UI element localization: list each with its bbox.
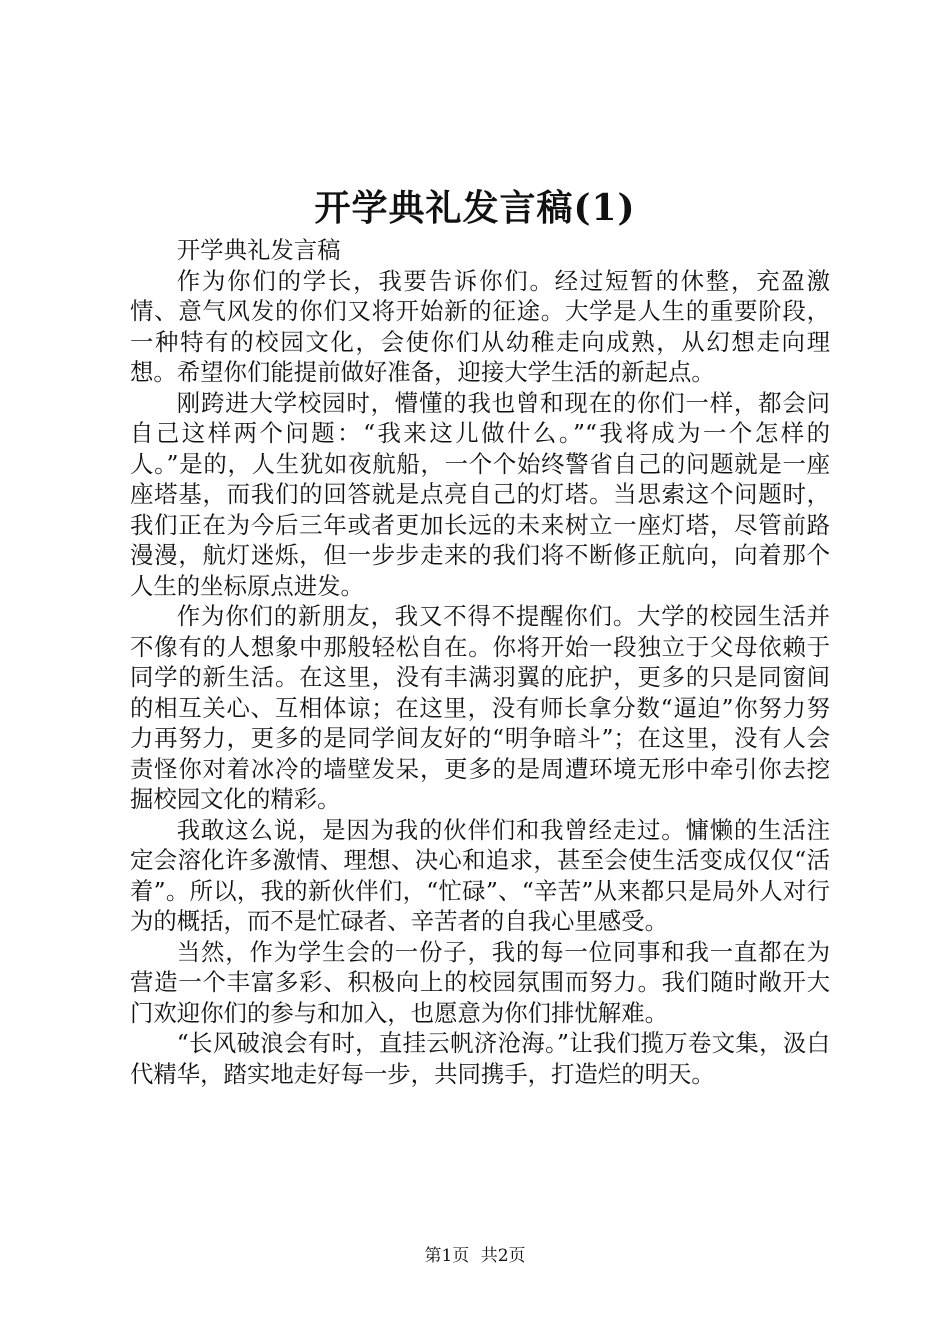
paragraph-4: 我敢这么说，是因为我的伙伴们和我曾经走过。慵懒的生活注定会溶化许多激情、理想、决心和追求，甚至会使生活变成仅仅“活着”。所以，我的新伙伴们，“忙碌”、“辛苦”从来都只是局外人对行为的概括，而不是忙碌者、辛苦者的自我心里感受。 — [130, 815, 830, 935]
document-subtitle: 开学典礼发言稿 — [176, 236, 341, 264]
page-number: 第1页 — [424, 1246, 470, 1266]
paragraph-5: 当然，作为学生会的一份子，我的每一位同事和我一直都在为营造一个丰富多彩、积极向上的校园氛围而努力。我们随时敞开大门欢迎你们的参与和加入，也愿意为你们排忧解难。 — [130, 937, 830, 1027]
page-total: 共2页 — [480, 1246, 526, 1266]
page-footer — [0, 1244, 950, 1268]
paragraph-3: 作为你们的新朋友，我又不得不提醒你们。大学的校园生活并不像有的人想象中那般轻松自在。你将开始一段独立于父母依赖于同学的新生活。在这里，没有丰满羽翼的庇护，更多的只是同窗间的相互关心、互相体谅；在这里，没有师长拿分数“逼迫”你努力努力再努力，更多的是同学间友好的“明争暗斗”；在这里，没有人会责怪你对着冰冷的墙壁发呆，更多的是周遭环境无形中牵引你去挖掘校园文化的精彩。 — [130, 602, 830, 813]
paragraph-6: “长风破浪会有时，直挂云帆济沧海。”让我们揽万卷文集，汲白代精华，踏实地走好每一步，共同携手，打造烂的明天。 — [130, 1029, 830, 1088]
document-body — [130, 235, 830, 1089]
paragraph-2: 刚跨进大学校园时，懵懂的我也曾和现在的你们一样，都会问自己这样两个问题：“我来这儿做什么。”“我将成为一个怎样的人。”是的，人生犹如夜航船，一个个始终警省自己的问题就是一座座塔基，而我们的回答就是点亮自己的灯塔。当思索这个问题时，我们正在为今后三年或者更加长远的未来树立一座灯塔，尽管前路漫漫，航灯迷烁，但一步步走来的我们将不断修正航向，向着那个人生的坐标原点进发。 — [130, 388, 830, 600]
page-title: 开学典礼发言稿(1) — [314, 187, 636, 229]
paragraph-1: 作为你们的学长，我要告诉你们。经过短暂的休整，充盈激情、意气风发的你们又将开始新的征途。大学是人生的重要阶段，一种特有的校园文化，会使你们从幼稚走向成熟，从幻想走向理想。希望你们能提前做好准备，迎接大学生活的新起点。 — [130, 266, 830, 386]
